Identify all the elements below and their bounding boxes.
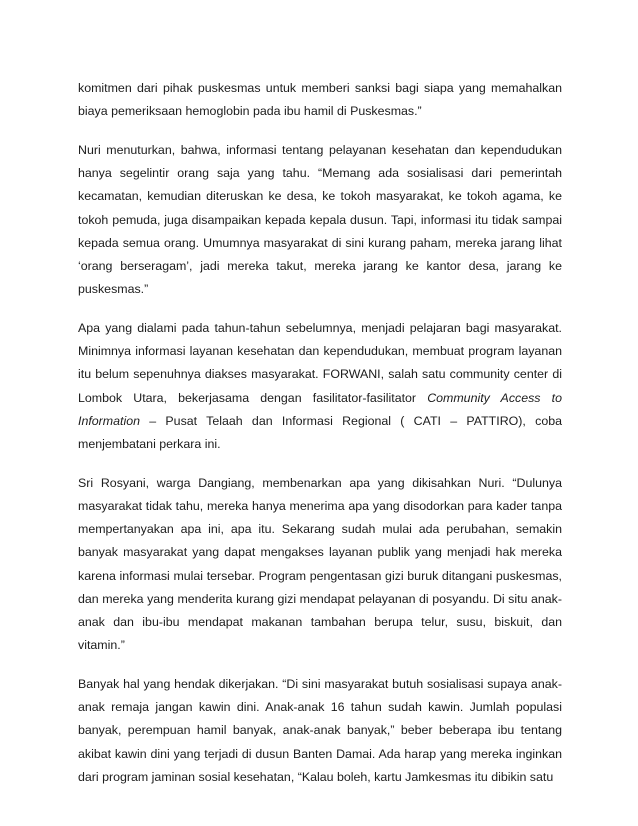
paragraph-forwani-text-after: – Pusat Telaah dan Informasi Regional ( CATI – PATTIRO), coba menjembatani perkara ini.	[78, 413, 562, 452]
paragraph-forwani-italic-phrase: Community Access to Information	[78, 390, 562, 428]
paragraph-forwani	[78, 317, 562, 456]
paragraph-sri-rosyani: Sri Rosyani, warga Dangiang, membenarkan apa yang dikisahkan Nuri. “Dulunya masyarakat tidak tahu, mereka hanya menerima apa yang disodorkan para kader tanpa mempertanyakan apa ini, apa itu. Sekarang sudah mulai ada perubahan, semakin banyak masyarakat yang dapat mengakses layanan publik yang menjadi hak mereka karena informasi mulai tersebar. Program pengentasan gizi buruk ditangani puskesmas, dan mereka yang menderita kurang gizi mendapat pelayanan di posyandu. Di situ anak-anak dan ibu-ibu mendapat makanan tambahan berupa telur, susu, biskuit, dan vitamin.”	[78, 475, 562, 653]
paragraph-sanksi: komitmen dari pihak puskesmas untuk memberi sanksi bagi siapa yang memahalkan biaya pemeriksaan hemoglobin pada ibu hamil di Puskesmas.”	[78, 81, 562, 119]
paragraph-nuri: Nuri menuturkan, bahwa, informasi tentang pelayanan kesehatan dan kependudukan hanya segelintir orang saja yang tahu. “Memang ada sosialisasi dari pemerintah kecamatan, kemudian diteruskan ke desa, ke tokoh masyarakat, ke tokoh agama, ke tokoh pemuda, juga disampaikan kepada kepala dusun. Tapi, informasi itu tidak sampai kepada semua orang. Umumnya masyarakat di sini kurang paham, mereka jarang lihat ‘orang berseragam’, jadi mereka takut, mereka jarang ke kantor desa, jarang ke puskesmas.”	[78, 143, 562, 297]
paragraph-forwani-text-before: Apa yang dialami pada tahun-tahun sebelumnya, menjadi pelajaran bagi masyarakat. Minimnya informasi layanan kesehatan dan kependudukan, membuat program layanan itu belum sepenuhnya diakses masyarakat. FORWANI, salah satu community center di Lombok Utara, bekerjasama dengan fasilitator-fasilitator	[78, 321, 562, 405]
paragraph-banyak-hal: Banyak hal yang hendak dikerjakan. “Di sini masyarakat butuh sosialisasi supaya anak-anak remaja jangan kawin dini. Anak-anak 16 tahun sudah kawin. Jumlah populasi banyak, perempuan hamil banyak, anak-anak banyak,” beber beberapa ibu tentang akibat kawin dini yang terjadi di dusun Banten Damai. Ada harap yang mereka inginkan dari program jaminan sosial kesehatan, “Kalau boleh, kartu Jamkesmas itu dibikin satu	[78, 677, 562, 784]
document-page	[78, 77, 562, 805]
